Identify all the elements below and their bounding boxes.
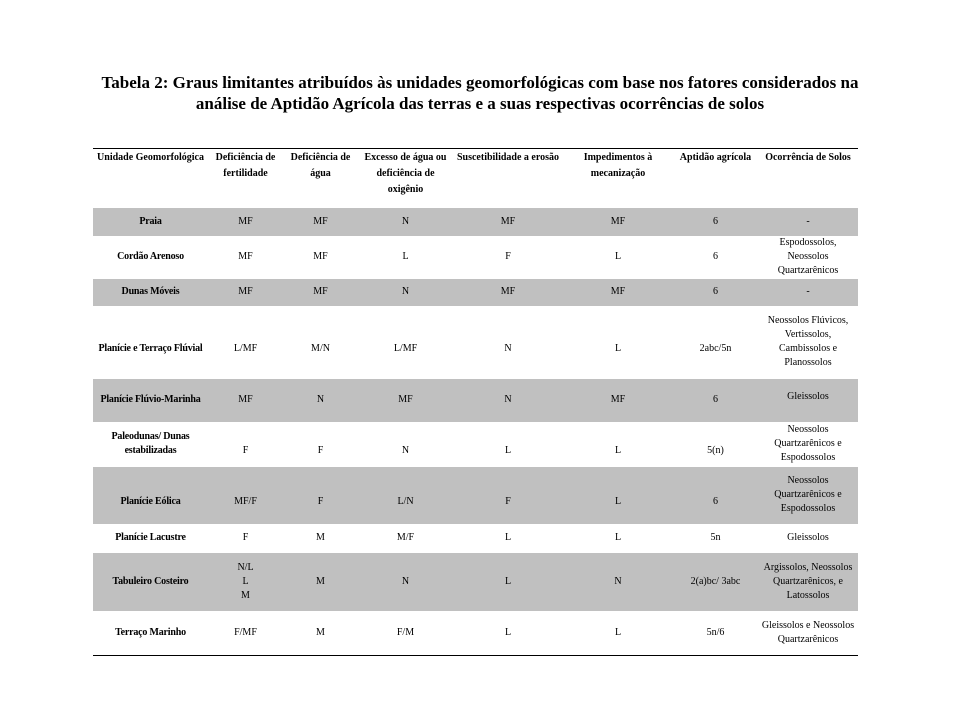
cell-unit: Dunas Móveis (93, 279, 208, 306)
cell-mecanizacao: L (614, 251, 622, 262)
cell-unit: Planície Eólica (93, 467, 208, 524)
cell-fert: MF (208, 279, 283, 306)
cell-fert: N/L L M (208, 553, 283, 611)
cell-mecanizacao: L (614, 532, 622, 543)
cell-solos: Gleissolos (758, 379, 858, 422)
cell-mecanizacao: MF (563, 279, 673, 306)
cell-fert: F/MF (208, 611, 283, 656)
table-row (93, 379, 858, 422)
cell-solos: Neossolos Flúvicos, Vertissolos, Cambissolos e Planossolos (767, 315, 849, 368)
cell-solos: Gleissolos e Neossolos Quartzarênicos (758, 611, 858, 656)
cell-solos: - (758, 208, 858, 236)
cell-mecanizacao: L (614, 343, 622, 354)
cell-fert: MF (238, 251, 253, 262)
cell-excesso: N (358, 553, 453, 611)
cell-erosao: L (453, 611, 563, 656)
cell-erosao: L (453, 553, 563, 611)
cell-fert: MF (208, 208, 283, 236)
cell-excesso: N (401, 445, 410, 456)
col-header-solos: Ocorrência de Solos (758, 149, 858, 208)
table-row (93, 208, 858, 236)
cell-unit: Planície Lacustre (115, 532, 186, 543)
cell-agua: M/N (311, 343, 330, 354)
cell-aptidao: 6 (673, 467, 758, 524)
table-row (93, 422, 858, 467)
cell-excesso: L (402, 251, 409, 262)
cell-unit: Planície e Terraço Flúvial (98, 343, 203, 354)
aptitude-table (93, 148, 858, 656)
cell-excesso: N (358, 279, 453, 306)
cell-agua: M (316, 532, 325, 543)
table-row (93, 524, 858, 553)
table-row (93, 236, 858, 279)
cell-agua: F (317, 445, 324, 456)
cell-fert: L/MF (233, 343, 258, 354)
cell-unit: Terraço Marinho (93, 611, 208, 656)
cell-aptidao: 6 (673, 379, 758, 422)
cell-mecanizacao: L (563, 611, 673, 656)
cell-solos: Argissolos, Neossolos Quartzarênicos, e Latossolos (758, 553, 858, 611)
cell-unit: Planície Flúvio-Marinha (93, 379, 208, 422)
cell-mecanizacao: MF (563, 208, 673, 236)
cell-solos: Neossolos Quartzarênicos e Espodossolos (758, 467, 858, 524)
cell-unit: Paleodunas/ Dunas estabilizadas (111, 431, 190, 456)
cell-aptidao: 5n/6 (673, 611, 758, 656)
table-row (93, 611, 858, 656)
cell-agua: F (283, 467, 358, 524)
cell-erosao: L (504, 445, 512, 456)
table-row (93, 553, 858, 611)
col-header-aptidao: Aptidão agrícola (673, 149, 758, 208)
cell-aptidao: 5(n) (707, 445, 724, 456)
cell-erosao: F (505, 251, 511, 262)
cell-unit: Tabuleiro Costeiro (93, 553, 208, 611)
cell-unit: Praia (93, 208, 208, 236)
cell-fert: MF/F (208, 467, 283, 524)
cell-unit: Cordão Arenoso (117, 251, 184, 262)
cell-agua: MF (283, 208, 358, 236)
table-row (93, 279, 858, 306)
cell-mecanizacao: L (614, 445, 622, 456)
cell-excesso: N (358, 208, 453, 236)
cell-aptidao: 6 (713, 251, 718, 262)
cell-agua: N (283, 379, 358, 422)
cell-excesso: L/MF (393, 343, 418, 354)
cell-fert: F (242, 445, 249, 456)
cell-mecanizacao: L (563, 467, 673, 524)
cell-excesso: L/N (358, 467, 453, 524)
table-caption: Tabela 2: Graus limitantes atribuídos às unidades geomorfológicas com base nos fatores considerados na análise de Aptidão Agrícola das terras e a suas respectivas ocorrências de solos (101, 73, 859, 113)
cell-erosao: MF (453, 279, 563, 306)
col-header-mecanizacao: Impedimentos à mecanização (563, 149, 673, 208)
cell-erosao: N (504, 343, 512, 354)
cell-excesso: M/F (396, 532, 415, 543)
cell-mecanizacao: N (563, 553, 673, 611)
col-header-unidade: Unidade Geomorfológica (93, 149, 208, 208)
cell-agua: MF (283, 279, 358, 306)
cell-agua: M (283, 553, 358, 611)
cell-erosao: L (504, 532, 512, 543)
col-header-excesso-agua: Excesso de água ou deficiência de oxigênio (358, 149, 453, 208)
cell-excesso: F/M (358, 611, 453, 656)
cell-solos: Espodossolos, Neossolos Quartzarênicos (777, 237, 839, 276)
col-header-fertilidade: Deficiência de fertilidade (208, 149, 283, 208)
cell-agua: M (283, 611, 358, 656)
cell-aptidao: 5n (710, 532, 721, 543)
cell-aptidao: 6 (673, 208, 758, 236)
cell-fert: F (242, 532, 249, 543)
cell-solos: Neossolos Quartzarênicos e Espodossolos (774, 424, 842, 463)
cell-solos: - (758, 279, 858, 306)
col-header-erosao: Suscetibilidade a erosão (453, 149, 563, 208)
cell-excesso: MF (358, 379, 453, 422)
header-row (93, 149, 858, 208)
cell-erosao: N (453, 379, 563, 422)
cell-erosao: F (453, 467, 563, 524)
cell-mecanizacao: MF (563, 379, 673, 422)
cell-agua: MF (313, 251, 328, 262)
cell-erosao: MF (453, 208, 563, 236)
col-header-deficiencia-agua: Deficiência de água (283, 149, 358, 208)
cell-fert: MF (208, 379, 283, 422)
cell-aptidao: 6 (673, 279, 758, 306)
table-row (93, 467, 858, 524)
cell-aptidao: 2(a)bc/ 3abc (673, 553, 758, 611)
table-row (93, 306, 858, 379)
cell-solos: Gleissolos (787, 532, 829, 543)
cell-aptidao: 2abc/5n (699, 343, 732, 354)
